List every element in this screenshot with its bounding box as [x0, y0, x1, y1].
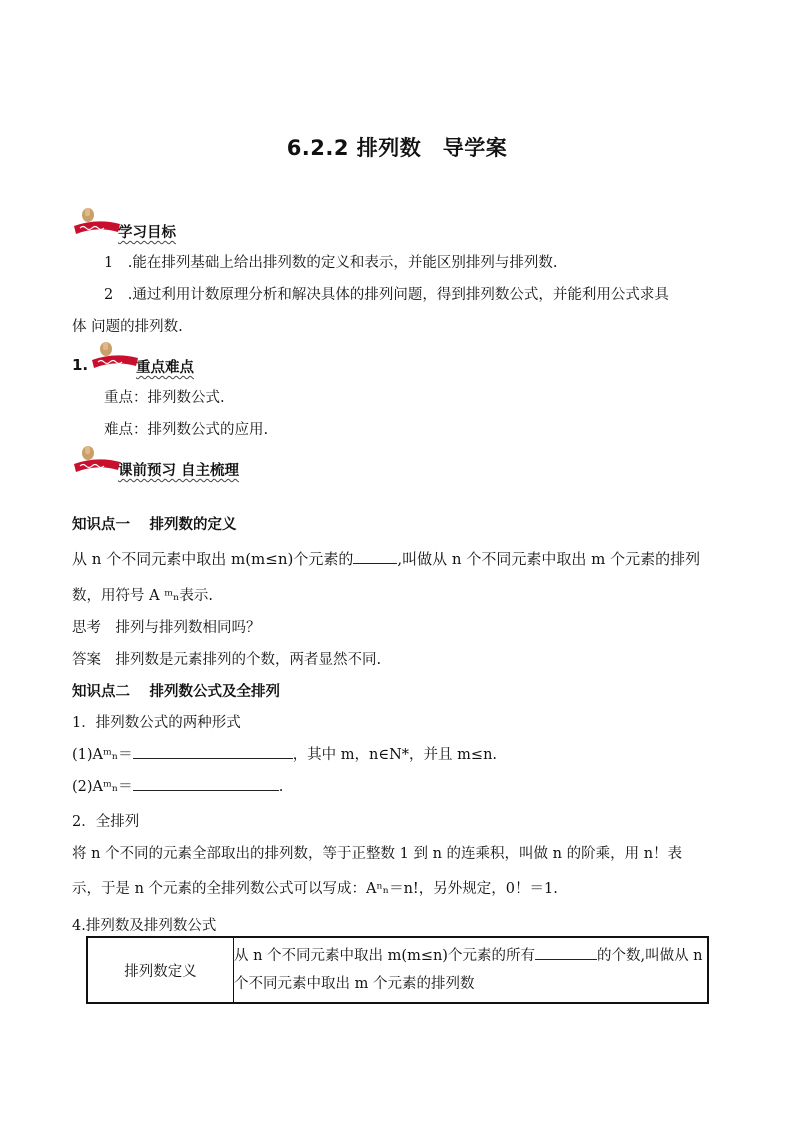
k2-sub1: 1．排列数公式的两种形式 — [72, 715, 241, 731]
formula-1 — [72, 743, 497, 764]
table-content-b: 的个数,叫做从 n 个不同元素中取出 m 个元素的排列数 — [234, 948, 703, 992]
table-head-label: 排列数定义 — [124, 963, 197, 980]
section-preview-title: 课前预习 自主梳理 — [118, 463, 240, 479]
formula-2-label: (2)Aᵐₙ＝ — [72, 779, 133, 795]
page-title: 6.2.2 排列数 导学案 — [286, 136, 508, 160]
table-head-cell — [88, 938, 234, 1002]
table-content-cell — [234, 942, 703, 998]
goal-item-1: 1 .能在排列基础上给出排列数的定义和表示，并能区别排列与排列数. — [104, 255, 558, 271]
difficult-point: 难点：排列数公式的应用. — [104, 422, 269, 438]
thumbs-up-banner-icon — [72, 206, 122, 236]
k2-heading: 知识点二 排列数公式及全排列 — [72, 684, 281, 700]
k2-sub2: 2．全排列 — [72, 814, 140, 830]
key-point: 重点：排列数公式. — [104, 390, 225, 406]
k2-para-line2: 示，于是 n 个元素的全排列数公式可以写成：Aⁿₙ＝n!，另外规定，0！＝1. — [72, 881, 558, 897]
k2-para-line1: 将 n 个不同的元素全部取出的排列数，等于正整数 1 到 n 的连乘积，叫做 n 的阶乘，用 n！表 — [72, 846, 683, 862]
formula-1-label: (1)Aᵐₙ＝ — [72, 747, 133, 763]
k1-line1 — [72, 548, 700, 569]
k1-line2: 数，用符号 A ᵐₙ表示. — [72, 588, 213, 604]
section-key-number: 1. — [72, 356, 89, 374]
section-key-title: 重点难点 — [136, 360, 194, 376]
thumbs-up-banner-icon — [90, 340, 140, 370]
k1-think: 思考 排列与排列数相同吗？ — [72, 620, 261, 636]
k1-line1-b: ,叫做从 n 个不同元素中取出 m 个元素的排列 — [397, 550, 701, 568]
table-content-a: 从 n 个不同元素中取出 m(m≤n)个元素的所有 — [234, 948, 535, 964]
fill-blank[interactable] — [133, 776, 279, 791]
k1-heading: 知识点一 排列数的定义 — [72, 517, 237, 533]
thumbs-up-banner-icon — [72, 444, 122, 474]
k2-sub4: 4.排列数及排列数公式 — [72, 918, 217, 934]
formula-1-tail: ，其中 m，n∈N*，并且 m≤n. — [292, 747, 498, 763]
goal-item-2-line1: 2 .通过利用计数原理分析和解决具体的排列问题，得到排列数公式，并能利用公式求具 — [104, 287, 669, 303]
section-goals-title: 学习目标 — [118, 225, 176, 241]
fill-blank[interactable] — [133, 744, 293, 759]
formula-2-tail: . — [278, 779, 284, 795]
fill-blank[interactable] — [535, 945, 597, 960]
definition-table — [86, 936, 709, 1004]
goal-item-2-line2: 体 问题的排列数. — [72, 319, 183, 335]
formula-2 — [72, 775, 283, 796]
fill-blank[interactable] — [353, 549, 397, 564]
k1-line1-a: 从 n 个不同元素中取出 m(m≤n)个元素的 — [72, 550, 354, 568]
k1-answer: 答案 排列数是元素排列的个数，两者显然不同. — [72, 652, 382, 668]
